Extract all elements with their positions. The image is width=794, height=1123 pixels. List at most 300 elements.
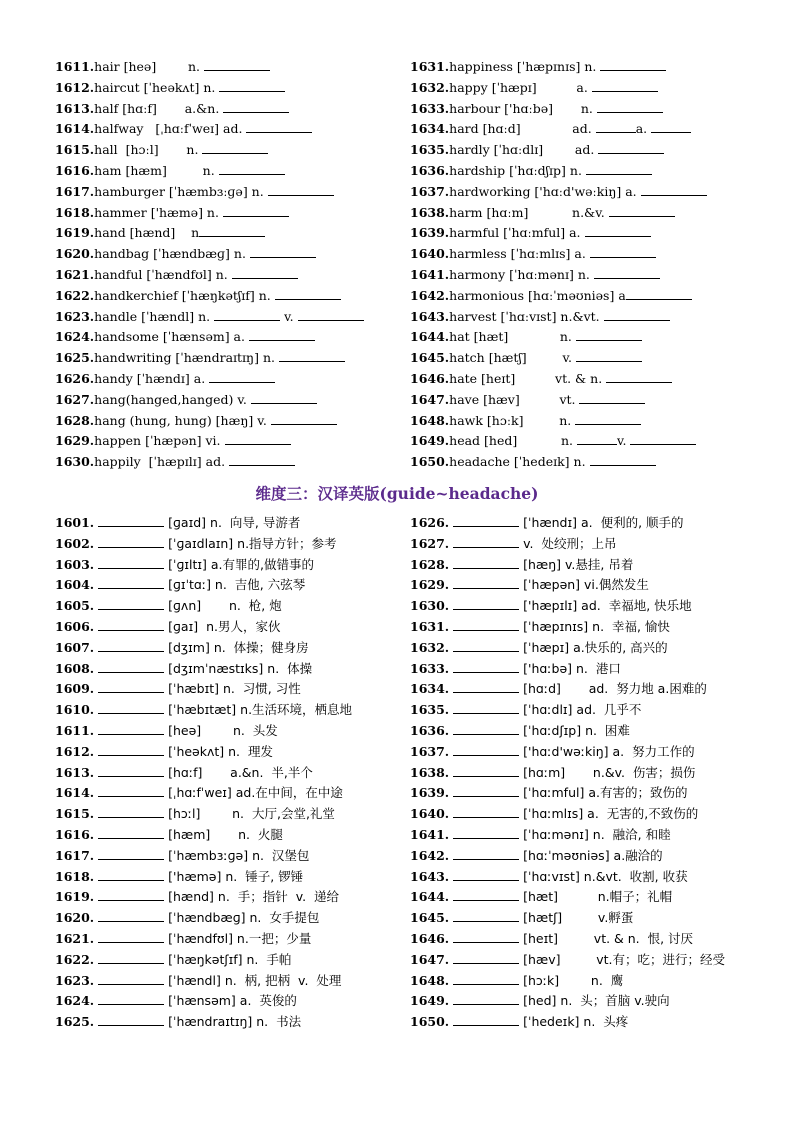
answer-blank[interactable] — [202, 140, 268, 154]
entry-number: 1630. — [410, 598, 450, 614]
vocab-row — [55, 182, 334, 202]
answer-blank[interactable] — [219, 78, 285, 92]
entry-text: hair [heə] n. — [94, 59, 204, 74]
entry-number: 1615. — [55, 142, 95, 158]
answer-blank[interactable] — [249, 327, 315, 341]
answer-blank[interactable] — [199, 223, 265, 237]
answer-blank[interactable] — [453, 617, 519, 631]
entry-text: handkerchief [ˈhæŋkətʃɪf] n. — [94, 287, 275, 303]
entry-number: 1641. — [410, 827, 450, 842]
entry-number: 1619. — [55, 225, 95, 241]
answer-blank[interactable] — [586, 161, 652, 175]
vocab-row — [55, 411, 337, 431]
section-title: 维度三：汉译英版(guide~headache) — [255, 484, 539, 503]
entry-text: [ˈhændraɪtɪŋ] n. 书法 — [168, 1014, 302, 1030]
vocab-row — [55, 223, 265, 243]
entry-number: 1635. — [410, 142, 450, 158]
entry-text-2: v. — [280, 308, 298, 324]
vocab-row — [55, 1012, 301, 1032]
vocab-row — [55, 390, 317, 410]
vocab-row — [55, 348, 345, 368]
answer-blank[interactable] — [453, 659, 519, 673]
vocab-row — [55, 307, 364, 327]
vocab-row — [410, 991, 670, 1011]
vocab-row — [410, 617, 670, 637]
answer-blank[interactable] — [453, 596, 519, 610]
entry-text: [hætʃ] v.孵蛋 — [523, 910, 634, 926]
entry-number: 1636. — [410, 723, 450, 738]
answer-blank[interactable] — [594, 265, 660, 279]
entry-number: 1607. — [55, 639, 95, 655]
entry-number: 1629. — [55, 433, 95, 449]
answer-blank[interactable] — [209, 369, 275, 383]
entry-number: 1642. — [410, 847, 450, 863]
vocab-row — [410, 161, 652, 181]
answer-blank[interactable] — [576, 327, 642, 341]
entry-number: 1646. — [410, 371, 450, 386]
entry-number: 1627. — [55, 391, 95, 407]
entry-text: [heɪt] vt. & n. 恨, 讨厌 — [523, 931, 694, 946]
entry-text: hardworking ['hɑːd'wəːkiŋ] a. — [449, 183, 641, 199]
entry-number: 1620. — [55, 910, 95, 926]
entry-number: 1627. — [410, 535, 450, 551]
entry-text: [hɔːk] n. 鹰 — [523, 972, 624, 988]
entry-text: [dʒɪmˈnæstɪks] n. 体操 — [168, 660, 313, 676]
entry-text: [hɑːd] ad. 努力地 a.困难的 — [523, 681, 707, 697]
entry-text: hall [hɔːl] n. — [94, 142, 203, 158]
entry-number: 1648. — [410, 412, 450, 428]
vocab-row — [55, 244, 316, 264]
entry-text: [dʒɪm] n. 体操；健身房 — [168, 639, 309, 655]
entry-text: [ˈhedeɪk] n. 头疼 — [523, 1014, 629, 1030]
answer-blank[interactable] — [229, 452, 295, 466]
entry-number: 1611. — [55, 723, 95, 738]
entry-number: 1628. — [55, 412, 95, 428]
entry-text: [heə] n. 头发 — [168, 723, 278, 738]
entry-number: 1638. — [410, 204, 450, 220]
entry-number: 1610. — [55, 702, 95, 718]
entry-number: 1631. — [410, 59, 450, 74]
entry-number: 1625. — [55, 1014, 95, 1030]
answer-blank[interactable] — [453, 783, 519, 797]
vocab-row — [410, 596, 692, 616]
entry-number: 1632. — [410, 639, 450, 655]
entry-number: 1623. — [55, 308, 95, 324]
vocab-row — [55, 617, 280, 637]
entry-text: hamburger [ˈhæmbɜːɡə] n. — [94, 183, 268, 199]
answer-blank[interactable] — [609, 203, 675, 217]
answer-blank[interactable] — [453, 991, 519, 1005]
answer-blank-2[interactable] — [630, 431, 696, 445]
answer-blank[interactable] — [577, 431, 617, 445]
answer-blank[interactable] — [590, 244, 656, 258]
entry-text: [ˈhændɪ] a. 便利的, 顺手的 — [523, 515, 684, 530]
vocab-row — [55, 700, 352, 720]
answer-blank[interactable] — [98, 804, 164, 818]
entry-text: headache [ˈhedeɪk] n. — [449, 454, 590, 470]
entry-number: 1634. — [410, 681, 450, 697]
answer-blank[interactable] — [453, 846, 519, 860]
entry-text: [hæv] vt.有；吃；进行；经受 — [523, 951, 726, 967]
vocab-row — [55, 825, 283, 845]
entry-number: 1633. — [410, 660, 450, 676]
vocab-row — [55, 286, 341, 306]
answer-blank[interactable] — [626, 286, 692, 300]
entry-text: [ˈhæpɪnɪs] n. 幸福, 愉快 — [523, 619, 670, 634]
entry-text: [ˈhændl] n. 柄, 把柄 v. 处理 — [168, 972, 342, 988]
vocab-row — [55, 783, 343, 803]
vocab-row — [410, 804, 698, 824]
entry-number: 1650. — [410, 454, 450, 470]
vocab-row — [55, 846, 309, 866]
answer-blank[interactable] — [453, 534, 519, 548]
answer-blank[interactable] — [453, 971, 519, 985]
answer-blank[interactable] — [271, 411, 337, 425]
entry-text: hard [hɑːd] ad. — [449, 121, 596, 137]
vocab-row — [410, 846, 663, 866]
vocab-row — [410, 307, 670, 327]
answer-blank[interactable] — [98, 679, 164, 693]
entry-text: hardly [ˈhɑːdlɪ] ad. — [449, 142, 599, 158]
entry-text: [ˈhɑːdlɪ] ad. 几乎不 — [523, 702, 642, 718]
answer-blank[interactable] — [275, 286, 341, 300]
answer-blank[interactable] — [223, 99, 289, 113]
answer-blank[interactable] — [98, 617, 164, 631]
entry-number: 1616. — [55, 827, 95, 842]
vocab-row — [410, 265, 660, 285]
entry-number: 1645. — [410, 350, 450, 366]
answer-blank[interactable] — [453, 638, 519, 652]
entry-text: [ˈhænsəm] a. 英俊的 — [168, 993, 297, 1009]
entry-number: 1641. — [410, 267, 450, 282]
vocab-row — [55, 638, 309, 658]
entry-text: [ˈhændbæɡ] n. 女手提包 — [168, 910, 320, 926]
answer-blank[interactable] — [232, 265, 298, 279]
vocab-row — [55, 991, 297, 1011]
entry-number: 1648. — [410, 972, 450, 988]
answer-blank[interactable] — [98, 887, 164, 901]
entry-text: happy [ˈhæpɪ] a. — [449, 79, 592, 95]
answer-blank[interactable] — [98, 638, 164, 652]
entry-text: handwriting [ˈhændraɪtɪŋ] n. — [94, 350, 279, 366]
entry-number: 1609. — [55, 681, 95, 697]
answer-blank[interactable] — [575, 411, 641, 425]
answer-blank[interactable] — [223, 203, 289, 217]
answer-blank[interactable] — [98, 534, 164, 548]
entry-text: [ˈhæpɪ] a.快乐的, 高兴的 — [523, 639, 668, 655]
vocab-row — [410, 555, 633, 575]
entry-number: 1613. — [55, 764, 95, 780]
entry-text: [ˈhæmbɜːɡə] n. 汉堡包 — [168, 847, 310, 863]
entry-text: happen [ˈhæpən] vi. — [94, 433, 225, 449]
entry-text: hand [hænd] n — [94, 225, 200, 241]
vocab-row — [410, 721, 630, 741]
entry-number: 1626. — [410, 515, 450, 530]
entry-number: 1619. — [55, 889, 95, 905]
entry-text: happily [ˈhæpɪlɪ] ad. — [94, 454, 230, 470]
entry-number: 1635. — [410, 702, 450, 718]
vocab-row — [410, 679, 707, 699]
entry-text: hat [hæt] n. — [449, 329, 576, 345]
answer-blank[interactable] — [251, 390, 317, 404]
entry-text: happiness [ˈhæpɪnɪs] n. — [449, 59, 601, 74]
entry-text: halfway [ˌhɑːfˈweɪ] ad. — [94, 121, 247, 137]
entry-number: 1613. — [55, 100, 95, 116]
entry-number: 1643. — [410, 308, 450, 324]
entry-number: 1633. — [410, 100, 450, 116]
entry-text: [ˈhæpən] vi.偶然发生 — [523, 577, 649, 593]
answer-blank[interactable] — [225, 431, 291, 445]
entry-text: [hænd] n. 手；指针 v. 递给 — [168, 889, 340, 905]
entry-number: 1601. — [55, 515, 95, 530]
vocab-row — [55, 887, 339, 907]
entry-text: [ɡaɪ] n.男人，家伙 — [168, 619, 281, 634]
answer-blank[interactable] — [98, 991, 164, 1005]
vocab-row — [55, 763, 313, 783]
vocab-row — [410, 57, 666, 77]
answer-blank[interactable] — [453, 867, 519, 881]
entry-number: 1604. — [55, 577, 95, 593]
entry-number: 1646. — [410, 931, 450, 946]
answer-blank[interactable] — [604, 307, 670, 321]
entry-number: 1612. — [55, 743, 95, 759]
entry-text: ham [hæm] n. — [94, 163, 219, 178]
answer-blank[interactable] — [98, 700, 164, 714]
entry-number: 1632. — [410, 79, 450, 95]
answer-blank[interactable] — [597, 99, 663, 113]
answer-blank[interactable] — [279, 348, 345, 362]
answer-blank[interactable] — [453, 575, 519, 589]
entry-text: ['hɑːbə] n. 港口 — [523, 660, 621, 676]
entry-text-2: a. — [635, 121, 652, 137]
vocab-row — [410, 431, 696, 451]
entry-text: hate [heɪt] vt. & n. — [449, 371, 607, 386]
vocab-row — [410, 78, 658, 98]
vocab-row — [55, 203, 289, 223]
answer-blank[interactable] — [98, 721, 164, 735]
answer-blank[interactable] — [453, 679, 519, 693]
answer-blank[interactable] — [453, 742, 519, 756]
answer-blank[interactable] — [98, 908, 164, 922]
entry-number: 1623. — [55, 972, 95, 988]
entry-number: 1621. — [55, 267, 95, 282]
vocab-row — [55, 721, 278, 741]
vocab-row — [55, 369, 275, 389]
answer-blank[interactable] — [453, 1012, 519, 1026]
vocab-row — [410, 575, 649, 595]
vocab-row — [410, 659, 621, 679]
entry-text: [ˈhɑːmənɪ] n. 融洽, 和睦 — [523, 827, 671, 842]
answer-blank[interactable] — [453, 700, 519, 714]
vocab-row — [410, 390, 645, 410]
entry-number: 1642. — [410, 287, 450, 303]
answer-blank[interactable] — [98, 846, 164, 860]
vocab-row — [410, 763, 695, 783]
answer-blank[interactable] — [98, 596, 164, 610]
entry-number: 1629. — [410, 577, 450, 593]
entry-number: 1626. — [55, 371, 95, 386]
entry-number: 1618. — [55, 868, 95, 884]
entry-text: ['hæpɪlɪ] ad. 幸福地, 快乐地 — [523, 598, 692, 614]
entry-text: hatch [hætʃ] v. — [449, 350, 576, 366]
entry-number: 1625. — [55, 350, 95, 366]
answer-blank[interactable] — [453, 825, 519, 839]
answer-blank[interactable] — [98, 513, 164, 527]
answer-blank[interactable] — [598, 140, 664, 154]
answer-blank[interactable] — [98, 763, 164, 777]
entry-text: handsome [ˈhænsəm] a. — [94, 329, 249, 345]
vocab-row — [55, 99, 289, 119]
entry-number: 1612. — [55, 79, 95, 95]
vocab-row — [55, 742, 273, 762]
entry-number: 1634. — [410, 121, 450, 137]
answer-blank[interactable] — [453, 555, 519, 569]
vocab-row — [55, 867, 303, 887]
entry-text: harmful [ˈhɑːmful] a. — [449, 225, 585, 241]
entry-number: 1647. — [410, 391, 450, 407]
vocab-row — [55, 679, 301, 699]
answer-blank[interactable] — [641, 182, 707, 196]
answer-blank[interactable] — [592, 78, 658, 92]
entry-number: 1645. — [410, 910, 450, 926]
vocab-row — [55, 78, 285, 98]
vocab-row — [410, 452, 656, 472]
entry-text: handy [ˈhændɪ] a. — [94, 371, 210, 386]
entry-text: [hɔːl] n. 大厅,会堂,礼堂 — [168, 806, 335, 822]
entry-text: head [hed] n. — [449, 433, 577, 449]
answer-blank[interactable] — [98, 950, 164, 964]
vocab-row — [410, 369, 672, 389]
answer-blank[interactable] — [98, 867, 164, 881]
vocab-row — [55, 575, 305, 595]
entry-number: 1605. — [55, 598, 95, 614]
entry-text: [ˈhɑːvɪst] n.&vt. 收割, 收获 — [523, 868, 688, 884]
answer-blank[interactable] — [214, 307, 280, 321]
answer-blank[interactable] — [585, 223, 651, 237]
answer-blank[interactable] — [596, 119, 636, 133]
entry-number: 1647. — [410, 951, 450, 967]
entry-text: [ˈhɑːmlɪs] a. 无害的,不致伤的 — [523, 806, 699, 822]
vocab-row — [55, 119, 312, 139]
entry-number: 1620. — [55, 246, 95, 262]
answer-blank-2[interactable] — [651, 119, 691, 133]
entry-number: 1649. — [410, 993, 450, 1009]
vocab-row — [55, 452, 295, 472]
vocab-row — [410, 950, 725, 970]
answer-blank[interactable] — [453, 908, 519, 922]
vocab-row — [55, 971, 341, 991]
vocab-row — [410, 534, 616, 554]
answer-blank-2[interactable] — [298, 307, 364, 321]
entry-text: v. 处绞刑；上吊 — [523, 535, 617, 551]
answer-blank[interactable] — [268, 182, 334, 196]
answer-blank[interactable] — [98, 783, 164, 797]
entry-number: 1611. — [55, 59, 95, 74]
entry-number: 1617. — [55, 183, 95, 199]
vocab-row — [55, 596, 282, 616]
entry-text: [ˈhæbɪtæt] n.生活环境，栖息地 — [168, 702, 353, 718]
vocab-row — [410, 867, 688, 887]
vocab-row — [410, 908, 633, 928]
answer-blank[interactable] — [600, 57, 666, 71]
answer-blank[interactable] — [576, 348, 642, 362]
vocab-row — [410, 99, 663, 119]
vocab-row — [55, 140, 268, 160]
entry-number: 1622. — [55, 287, 95, 303]
entry-text: [hæŋ] v.悬挂, 吊着 — [523, 556, 634, 572]
entry-text: [ˈhɑːdʃɪp] n. 困难 — [523, 723, 630, 738]
answer-blank[interactable] — [453, 950, 519, 964]
answer-blank[interactable] — [453, 763, 519, 777]
answer-blank[interactable] — [453, 887, 519, 901]
entry-text: [ɡʌn] n. 枪, 炮 — [168, 598, 282, 614]
entry-number: 1638. — [410, 764, 450, 780]
entry-number: 1644. — [410, 329, 450, 345]
answer-blank[interactable] — [98, 929, 164, 943]
answer-blank[interactable] — [204, 57, 270, 71]
entry-text: haircut [ˈheəkʌt] n. — [94, 79, 220, 95]
entry-text: have [hæv] vt. — [449, 391, 580, 407]
vocab-row — [410, 929, 693, 949]
vocab-row — [55, 161, 285, 181]
entry-number: 1602. — [55, 535, 95, 551]
entry-number: 1616. — [55, 163, 95, 178]
entry-text: [hæm] n. 火腿 — [168, 827, 283, 842]
entry-text: hammer ['hæmə] n. — [94, 204, 223, 220]
answer-blank[interactable] — [250, 244, 316, 258]
entry-number: 1622. — [55, 951, 95, 967]
answer-blank[interactable] — [98, 742, 164, 756]
answer-blank[interactable] — [98, 825, 164, 839]
entry-text: handful [ˈhændfʊl] n. — [94, 267, 232, 282]
entry-number: 1603. — [55, 556, 95, 572]
answer-blank[interactable] — [246, 119, 312, 133]
entry-text: [ɡɪˈtɑː] n. 吉他, 六弦琴 — [168, 577, 306, 593]
vocab-row — [410, 286, 692, 306]
entry-text: [ˈhɑːmful] a.有害的；致伤的 — [523, 785, 688, 801]
entry-text: ['hæmə] n. 锤子, 锣锤 — [168, 868, 304, 884]
entry-text: hardship [ˈhɑːdʃɪp] n. — [449, 163, 586, 178]
answer-blank[interactable] — [606, 369, 672, 383]
entry-text: [hɑːf] a.&n. 半,半个 — [168, 764, 313, 780]
answer-blank[interactable] — [98, 555, 164, 569]
answer-blank[interactable] — [453, 929, 519, 943]
answer-blank[interactable] — [98, 659, 164, 673]
vocab-row — [55, 929, 311, 949]
vocab-row — [410, 348, 642, 368]
answer-blank[interactable] — [579, 390, 645, 404]
vocab-row — [55, 431, 291, 451]
answer-blank[interactable] — [219, 161, 285, 175]
vocab-row — [410, 411, 641, 431]
entry-number: 1617. — [55, 847, 95, 863]
entry-text: harvest [ˈhɑːvɪst] n.&vt. — [449, 308, 604, 324]
vocab-row — [410, 783, 687, 803]
entry-number: 1640. — [410, 806, 450, 822]
entry-number: 1631. — [410, 619, 450, 634]
entry-number: 1614. — [55, 121, 95, 137]
answer-blank[interactable] — [453, 804, 519, 818]
answer-blank[interactable] — [98, 971, 164, 985]
answer-blank[interactable] — [590, 452, 656, 466]
entry-text: handle [ˈhændl] n. — [94, 308, 215, 324]
answer-blank[interactable] — [453, 721, 519, 735]
answer-blank[interactable] — [98, 1012, 164, 1026]
entry-number: 1608. — [55, 660, 95, 676]
vocab-row — [410, 887, 672, 907]
answer-blank[interactable] — [98, 575, 164, 589]
answer-blank[interactable] — [453, 513, 519, 527]
